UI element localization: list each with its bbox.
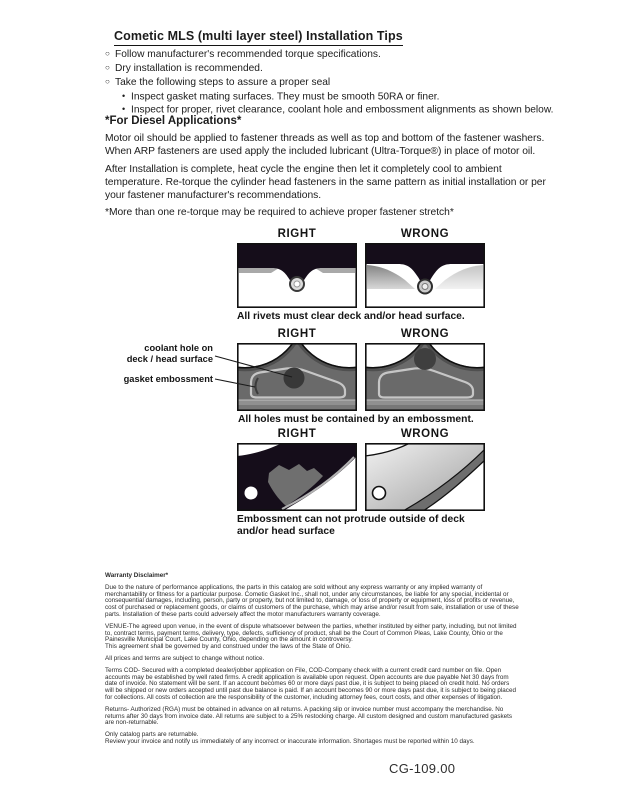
- list-item: ○ Dry installation is recommended.: [105, 63, 263, 75]
- circle-bullet-icon: ○: [105, 63, 110, 73]
- diesel-paragraph-retorque: After Installation is complete, heat cycle the engine then let it completely cool to ambient temperature. Re-torque the cylinder head fasteners in the same pattern as initial installation or per your fastener manufacturer's recommendations.: [105, 164, 546, 201]
- coolant-hole-annotation: coolant hole on deck / head surface: [126, 343, 213, 364]
- diagram-caption-holes: All holes must be contained by an embossment.: [238, 414, 474, 425]
- right-label: RIGHT: [277, 328, 317, 340]
- diesel-paragraph-oil: Motor oil should be applied to fastener threads as well as top and bottom of the fastener washers. When ARP fasteners are used apply the included lubricant (Ultra-Torque®) in place of motor oil.: [105, 133, 545, 157]
- page-title: Cometic MLS (multi layer steel) Installation Tips: [114, 29, 403, 46]
- disclaimer-paragraph-venue: VENUE-The agreed upon venue, in the event of dispute whatsoever between the parties, whether instituted by either party, including, but not limited to, contract terms, payment terms, delivery, type, defects, sufficiency of product, shall be the Court of Common Pleas, Lake County, Ohio or the Painesville Municipal Court, Lake County, Ohio, depending on the amount in controversy.: [105, 622, 517, 644]
- list-item: ○ Take the following steps to assure a proper seal: [105, 77, 331, 89]
- disclaimer-paragraph-warranty: Due to the nature of performance applications, the parts in this catalog are sold without any express warranty or any implied warranty of merchantability or fitness for a particular purpose. Cometic Gasket Inc., shall not, under any circumstances, be liable for any special, incidental or consequential damages, including, person, party or property, but not limited to, damage, or loss of property or equipment, loss of profits or revenue, cost of purchased or replacement goods, or claims of customers of the purchase, which may arise and/or result from sale, installation or use of these parts. Installation of these parts could adversely affect the motor manufacturers warranty coverage.: [105, 583, 519, 618]
- embossment-right-illustration: [237, 443, 357, 511]
- wrong-label: WRONG: [400, 228, 450, 240]
- disclaimer-paragraph-catalog: Only catalog parts are returnable.: [105, 731, 199, 739]
- diagram-caption-embossment: Embossment can not protrude outside of deck and/or head surface: [237, 514, 465, 537]
- wrong-label: WRONG: [400, 328, 450, 340]
- disclaimer-heading: Warranty Disclaimer*: [105, 572, 169, 579]
- retorque-note: *More than one re-torque may be required to achieve proper fastener stretch*: [105, 207, 454, 218]
- embossment-right-diagram: [237, 443, 357, 511]
- embossment-wrong-diagram: [365, 443, 485, 511]
- disclaimer-paragraph-returns: Returns- Authorized (RGA) must be obtained in advance on all returns. A packing slip or invoice number must accompany the merchandise. No returns after 30 days from invoice date. All returns are subject to a 25% restocking charge. All custom designed and custom manufactured gaskets are non-returnable.: [105, 705, 513, 727]
- circle-bullet-icon: ○: [105, 77, 110, 87]
- list-subitem: • Inspect for proper, rivet clearance, coolant hole and embossment alignments as shown below.: [122, 104, 554, 116]
- coolant-wrong-illustration: [365, 343, 485, 411]
- list-item: ○ Follow manufacturer's recommended torque specifications.: [105, 49, 381, 60]
- rivet-right-diagram: [237, 243, 357, 308]
- coolant-wrong-diagram: [365, 343, 485, 411]
- dot-bullet-icon: •: [122, 104, 126, 115]
- installation-tips-list: [105, 47, 553, 117]
- right-label: RIGHT: [277, 428, 317, 440]
- rivet-wrong-illustration: [365, 243, 485, 308]
- diagram-caption-rivets: All rivets must clear deck and/or head surface.: [237, 311, 465, 322]
- diesel-heading: *For Diesel Applications*: [105, 115, 242, 127]
- right-label: RIGHT: [277, 228, 317, 240]
- dot-bullet-icon: •: [122, 90, 126, 101]
- annotation-leader-lines: [112, 346, 302, 396]
- disclaimer-paragraph-terms: Terms COD- Secured with a completed dealer/jobber application on File, COD-Company check with a current credit card number on file. Open accounts may be established by well rated firms. A credit application is available upon request. Open accounts are due payable Net 30 days from date of invoice. No statement will be sent. If an account becomes 60 or more days past due, it is subject to being placed on credit hold. No orders will be shipped or new orders accepted until past due balance is paid. If an account becomes 90 or more days past due, it is subject to being placed for collections. All costs of collection are the responsibility of the customer, including attorney fees, court costs, and other expenses of litigation.: [105, 666, 516, 701]
- circle-bullet-icon: ○: [105, 49, 110, 58]
- disclaimer-paragraph-review: Review your invoice and notify us immediately of any incorrect or inaccurate information. Shortages must be reported within 10 days.: [105, 737, 475, 745]
- list-subitem: • Inspect gasket mating surfaces. They must be smooth 50RA or finer.: [122, 90, 440, 103]
- page-number: CG-109.00: [389, 761, 456, 776]
- gasket-embossment-annotation: gasket embossment: [123, 374, 213, 384]
- disclaimer-paragraph-agreement: This agreement shall be governed by and construed under the laws of the State of Ohio.: [105, 643, 351, 651]
- rivet-right-illustration: [237, 243, 357, 308]
- embossment-wrong-illustration: [365, 443, 485, 511]
- rivet-wrong-diagram: [365, 243, 485, 308]
- wrong-label: WRONG: [400, 428, 450, 440]
- disclaimer-paragraph-prices: All prices and terms are subject to change without notice.: [105, 654, 265, 662]
- warranty-disclaimer-block: [105, 573, 519, 751]
